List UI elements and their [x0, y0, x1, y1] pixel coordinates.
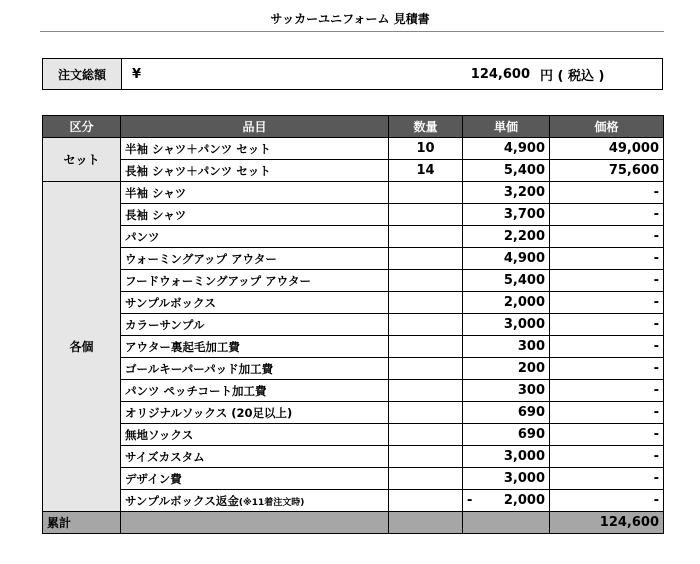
item-cell[interactable]: カラーサンプル: [121, 314, 389, 336]
unit-price-cell[interactable]: 5,400: [463, 270, 550, 292]
price-cell[interactable]: -: [550, 248, 664, 270]
price-cell[interactable]: 49,000: [550, 138, 664, 160]
item-cell[interactable]: 長袖 シャツ: [121, 204, 389, 226]
header-unit-price: 単価: [463, 116, 550, 138]
order-total-label: 注文総額: [43, 59, 122, 89]
page-title: サッカーユニフォーム 見積書: [270, 12, 430, 26]
item-cell[interactable]: フードウォーミングアップ アウター: [121, 270, 389, 292]
quantity-cell[interactable]: [389, 424, 463, 446]
item-cell[interactable]: ゴールキーパーパッド加工費: [121, 358, 389, 380]
unit-price-cell[interactable]: 3,200: [463, 182, 550, 204]
item-cell[interactable]: 半袖 シャツ: [121, 182, 389, 204]
unit-price-value: 2,000: [503, 493, 545, 508]
unit-price-cell[interactable]: 3,000: [463, 468, 550, 490]
unit-price-cell[interactable]: 4,900: [463, 138, 550, 160]
estimate-table: [42, 115, 664, 534]
quantity-cell[interactable]: [389, 226, 463, 248]
table-row: [43, 204, 664, 226]
item-cell[interactable]: [121, 490, 389, 512]
item-note: (※11着注文時): [238, 497, 305, 508]
price-cell[interactable]: -: [550, 446, 664, 468]
sum-row: [43, 512, 664, 534]
unit-price-cell[interactable]: 300: [463, 336, 550, 358]
item-cell[interactable]: デザイン費: [121, 468, 389, 490]
unit-price-cell[interactable]: [463, 490, 550, 512]
table-row: [43, 270, 664, 292]
table-row: [43, 380, 664, 402]
order-total-box: [42, 58, 663, 90]
table-row: [43, 336, 664, 358]
unit-price-cell[interactable]: 2,200: [463, 226, 550, 248]
price-cell[interactable]: -: [550, 380, 664, 402]
minus-sign: -: [467, 493, 473, 508]
item-label: サンプルボックス返金: [125, 493, 239, 508]
price-cell[interactable]: -: [550, 314, 664, 336]
sum-empty-cell: [463, 512, 550, 534]
price-cell[interactable]: -: [550, 204, 664, 226]
table-row: [43, 490, 664, 512]
unit-price-cell[interactable]: 5,400: [463, 160, 550, 182]
unit-price-cell[interactable]: 200: [463, 358, 550, 380]
unit-price-cell[interactable]: 3,000: [463, 314, 550, 336]
sum-label: 累計: [43, 512, 121, 534]
table-row: [43, 446, 664, 468]
item-cell[interactable]: パンツ: [121, 226, 389, 248]
unit-price-cell[interactable]: 3,700: [463, 204, 550, 226]
order-total-value: [122, 59, 662, 89]
title-divider: [40, 31, 664, 32]
sum-price: 124,600: [550, 512, 664, 534]
price-cell[interactable]: -: [550, 490, 664, 512]
item-cell[interactable]: パンツ ペッチコート加工費: [121, 380, 389, 402]
header-item: 品目: [121, 116, 389, 138]
quantity-cell[interactable]: [389, 270, 463, 292]
item-cell[interactable]: 無地ソックス: [121, 424, 389, 446]
currency-symbol: ¥: [132, 66, 142, 82]
table-row: [43, 358, 664, 380]
quantity-cell[interactable]: [389, 182, 463, 204]
unit-price-cell[interactable]: 4,900: [463, 248, 550, 270]
quantity-cell[interactable]: 14: [389, 160, 463, 182]
price-cell[interactable]: -: [550, 270, 664, 292]
item-cell[interactable]: 半袖 シャツ＋パンツ セット: [121, 138, 389, 160]
quantity-cell[interactable]: [389, 402, 463, 424]
table-row: [43, 182, 664, 204]
quantity-cell[interactable]: [389, 358, 463, 380]
sum-empty-cell: [389, 512, 463, 534]
item-cell[interactable]: 長袖 シャツ＋パンツ セット: [121, 160, 389, 182]
price-cell[interactable]: -: [550, 402, 664, 424]
table-row: [43, 402, 664, 424]
price-cell[interactable]: -: [550, 292, 664, 314]
header-category: 区分: [43, 116, 121, 138]
unit-price-cell[interactable]: 3,000: [463, 446, 550, 468]
item-cell[interactable]: サイズカスタム: [121, 446, 389, 468]
order-total-unit: 円 ( 税込 ): [540, 68, 605, 84]
price-cell[interactable]: -: [550, 358, 664, 380]
table-row: [43, 468, 664, 490]
price-cell[interactable]: -: [550, 468, 664, 490]
category-individual: 各個: [43, 182, 121, 512]
header-price: 価格: [550, 116, 664, 138]
price-cell[interactable]: 75,600: [550, 160, 664, 182]
unit-price-cell[interactable]: 2,000: [463, 292, 550, 314]
quantity-cell[interactable]: [389, 204, 463, 226]
quantity-cell[interactable]: 10: [389, 138, 463, 160]
table-row: [43, 424, 664, 446]
quantity-cell[interactable]: [389, 380, 463, 402]
price-cell[interactable]: -: [550, 226, 664, 248]
category-set: セット: [43, 138, 121, 182]
table-row: [43, 292, 664, 314]
price-cell[interactable]: -: [550, 424, 664, 446]
quantity-cell[interactable]: [389, 314, 463, 336]
table-row: [43, 248, 664, 270]
unit-price-cell[interactable]: 690: [463, 424, 550, 446]
table-row: [43, 226, 664, 248]
quantity-cell[interactable]: [389, 468, 463, 490]
header-quantity: 数量: [389, 116, 463, 138]
quantity-cell[interactable]: [389, 292, 463, 314]
price-cell[interactable]: -: [550, 336, 664, 358]
quantity-cell[interactable]: [389, 446, 463, 468]
order-total-amount: 124,600: [470, 66, 530, 82]
table-row: [43, 314, 664, 336]
table-header-row: [43, 116, 664, 138]
quantity-cell[interactable]: [389, 248, 463, 270]
sum-empty-cell: [121, 512, 389, 534]
item-cell[interactable]: アウター裏起毛加工費: [121, 336, 389, 358]
quantity-cell[interactable]: [389, 490, 463, 512]
item-cell[interactable]: ウォーミングアップ アウター: [121, 248, 389, 270]
item-cell[interactable]: サンプルボックス: [121, 292, 389, 314]
unit-price-cell[interactable]: 300: [463, 380, 550, 402]
table-row: [43, 160, 664, 182]
quantity-cell[interactable]: [389, 336, 463, 358]
unit-price-cell[interactable]: 690: [463, 402, 550, 424]
price-cell[interactable]: -: [550, 182, 664, 204]
table-row: [43, 138, 664, 160]
item-cell[interactable]: オリジナルソックス (20足以上): [121, 402, 389, 424]
